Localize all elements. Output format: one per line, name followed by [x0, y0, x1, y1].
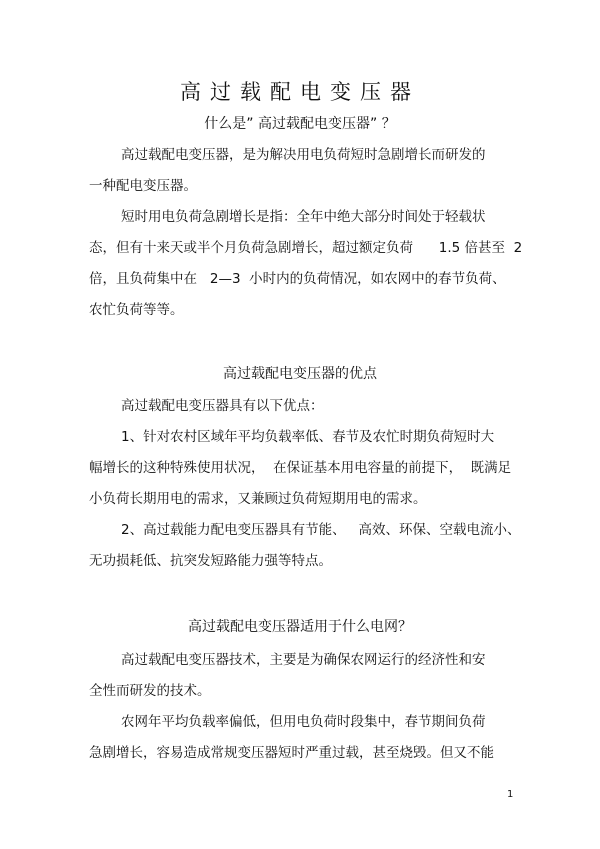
- paragraph-line: 高过载配电变压器具有以下优点：: [121, 398, 324, 414]
- page-number: 1: [507, 789, 514, 800]
- paragraph-line: 幅增长的这种特殊使用状况， 在保证基本用电容量的前提下， 既满足: [89, 460, 512, 476]
- paragraph-line: 小负荷长期用电的需求，又兼顾过负荷短期用电的需求。: [89, 491, 427, 507]
- paragraph-line: 农忙负荷等等。: [89, 302, 184, 318]
- paragraph-line: 急剧增长，容易造成常规变压器短时严重过载，甚至烧毁。但又不能: [89, 745, 494, 761]
- paragraph-line: 2、高过载能力配电变压器具有节能、 高效、环保、空载电流小、: [121, 522, 521, 538]
- section-heading-applicable-grid: 高过载配电变压器适用于什么电网？: [188, 619, 412, 635]
- paragraph-line: 一种配电变压器。: [89, 178, 197, 194]
- paragraph-line: 无功损耗低、抗突发短路能力强等特点。: [89, 553, 332, 569]
- paragraph-line: 短时用电负荷急剧增长是指：全年中绝大部分时间处于轻载状: [121, 209, 486, 225]
- document-title: 高过载配电变压器: [180, 80, 420, 104]
- paragraph-line: 农网年平均负载率偏低，但用电负荷时段集中，春节期间负荷: [121, 714, 486, 730]
- paragraph-line: 全性而研发的技术。: [89, 683, 211, 699]
- paragraph-line: 1、针对农村区域年平均负载率低、春节及农忙时期负荷短时大: [121, 429, 495, 445]
- section-heading-what-is: 什么是” 高过载配电变压器” ？: [204, 116, 396, 132]
- section-heading-advantages: 高过载配电变压器的优点: [223, 366, 377, 382]
- paragraph-line: 态，但有十来天或半个月负荷急剧增长，超过额定负荷 1.5 倍甚至 2: [89, 240, 523, 256]
- paragraph-line: 高过载配电变压器技术，主要是为确保农网运行的经济性和安: [121, 652, 486, 668]
- paragraph-line: 高过载配电变压器，是为解决用电负荷短时急剧增长而研发的: [121, 147, 486, 163]
- paragraph-line: 倍，且负荷集中在 2—3 小时内的负荷情况，如农网中的春节负荷、: [89, 271, 506, 287]
